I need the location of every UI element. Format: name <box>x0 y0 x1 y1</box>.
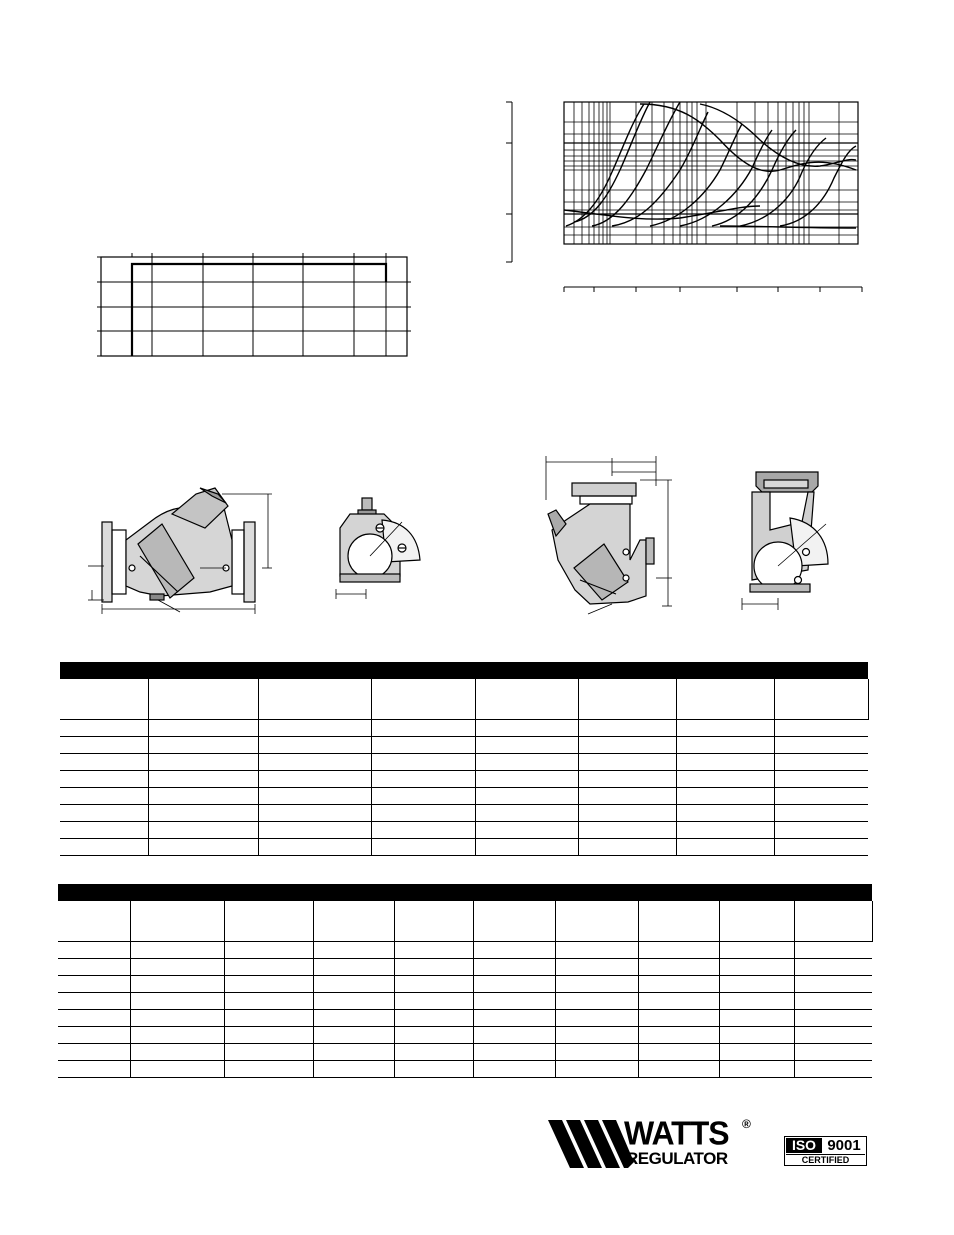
dimensions-table-2 <box>58 884 873 1078</box>
iso-number: 9001 <box>827 1137 861 1154</box>
iso-9001-badge <box>784 1136 867 1166</box>
brand-name: WATTS <box>624 1114 729 1152</box>
iso-caption: CERTIFIED <box>786 1154 865 1166</box>
table-row <box>58 976 872 993</box>
table-row <box>60 754 868 771</box>
table-1-column-headers <box>60 679 868 720</box>
table-row <box>60 737 868 754</box>
table-row <box>58 1044 872 1061</box>
table-row <box>58 942 872 959</box>
table-row <box>60 805 868 822</box>
table-row <box>58 993 872 1010</box>
dimensions-table-1 <box>60 662 869 856</box>
table-1-header-bar <box>60 662 868 679</box>
table-row <box>60 771 868 788</box>
table-row <box>58 1027 872 1044</box>
iso-prefix: ISO <box>786 1138 822 1153</box>
table-row <box>58 959 872 976</box>
table-row <box>60 822 868 839</box>
table-row <box>58 1061 872 1078</box>
table-row <box>60 788 868 805</box>
watts-regulator-logo <box>548 1116 758 1172</box>
table-row <box>60 720 868 737</box>
table-2-column-headers <box>58 901 872 942</box>
table-row <box>60 839 868 856</box>
brand-sub-name: REGULATOR <box>626 1149 728 1168</box>
table-2-header-bar <box>58 884 872 901</box>
table-row <box>58 1010 872 1027</box>
registered-mark: ® <box>742 1117 751 1131</box>
